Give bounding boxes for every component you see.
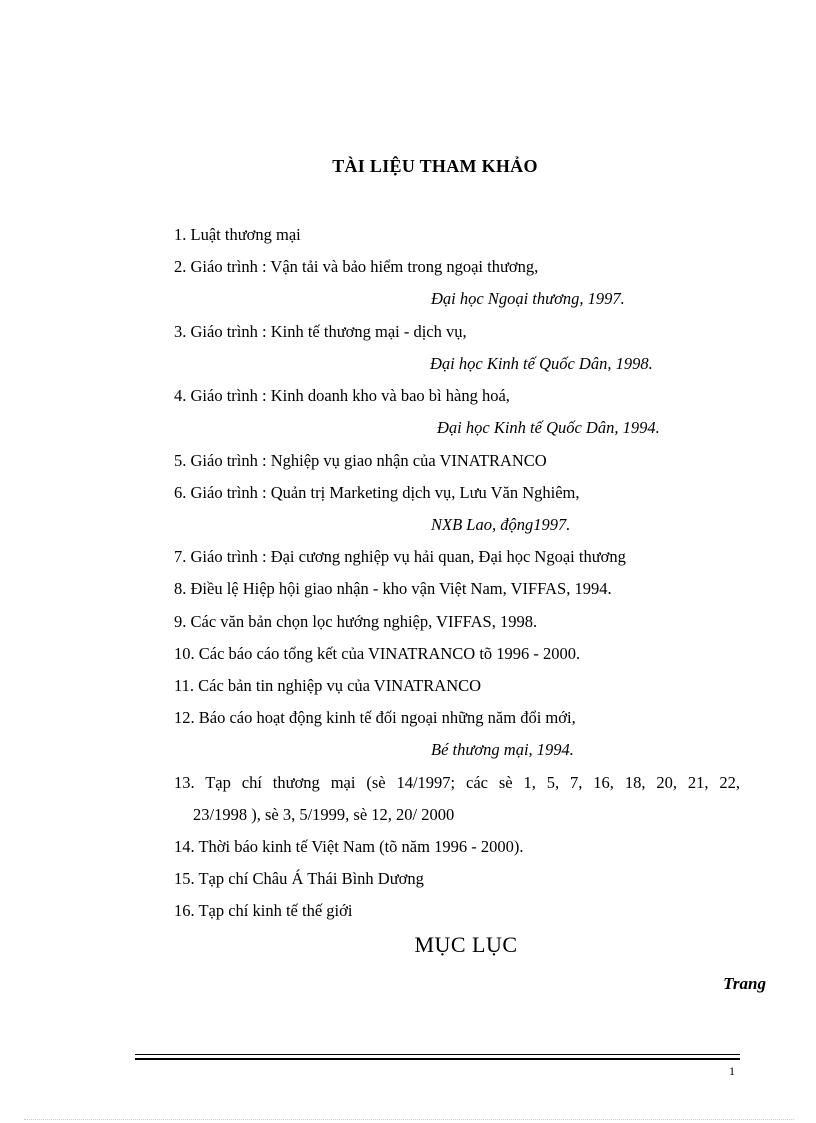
reference-item-15: 15. Tạp chí Châu Á Thái Bình Dương — [174, 869, 424, 888]
toc-heading: MỤC LỤC — [414, 932, 518, 957]
toc-page-column-label: Trang — [723, 974, 766, 993]
reference-item-12-source: Bé thương mại, 1994. — [431, 740, 574, 759]
footer-rule-thick — [135, 1058, 740, 1060]
reference-item-2: 2. Giáo trình : Vận tải và bảo hiểm trong ngoại thương, — [174, 257, 539, 276]
reference-item-10: 10. Các báo cáo tổng kết của VINATRANCO tõ 1996 - 2000. — [174, 644, 581, 663]
reference-item-4-source: Đại học Kinh tế Quốc Dân, 1994. — [437, 418, 660, 437]
reference-item-7: 7. Giáo trình : Đại cương nghiệp vụ hải quan, Đại học Ngoại thương — [174, 547, 626, 566]
reference-item-14: 14. Thời báo kinh tế Việt Nam (tõ năm 1996 - 2000). — [174, 837, 524, 856]
reference-item-13-continuation: 23/1998 ), sè 3, 5/1999, sè 12, 20/ 2000 — [193, 805, 455, 824]
reference-item-16: 16. Tạp chí kinh tế thế giới — [174, 901, 353, 920]
reference-item-1: 1. Luật thương mại — [174, 225, 301, 244]
reference-item-4: 4. Giáo trình : Kinh doanh kho và bao bì hàng hoá, — [174, 386, 510, 405]
references-title: TÀI LIỆU THAM KHẢO — [332, 156, 538, 176]
reference-item-5: 5. Giáo trình : Nghiệp vụ giao nhận của VINATRANCO — [174, 451, 547, 470]
footer-rule-thin — [135, 1054, 740, 1055]
page-number: 1 — [729, 1064, 735, 1078]
page-bottom-dotted-border — [24, 1119, 794, 1120]
reference-item-6: 6. Giáo trình : Quản trị Marketing dịch vụ, Lưu Văn Nghiêm, — [174, 483, 580, 502]
reference-item-2-source: Đại học Ngoại thương, 1997. — [431, 289, 625, 308]
reference-item-6-source: NXB Lao, động1997. — [431, 515, 571, 534]
reference-item-3-source: Đại học Kinh tế Quốc Dân, 1998. — [430, 354, 653, 373]
reference-item-9: 9. Các văn bản chọn lọc hướng nghiệp, VIFFAS, 1998. — [174, 612, 538, 631]
reference-item-11: 11. Các bản tin nghiệp vụ của VINATRANCO — [174, 676, 482, 695]
reference-item-8: 8. Điều lệ Hiệp hội giao nhận - kho vận Việt Nam, VIFFAS, 1994. — [174, 579, 612, 598]
reference-item-3: 3. Giáo trình : Kinh tế thương mại - dịch vụ, — [174, 322, 467, 341]
reference-item-12: 12. Báo cáo hoạt động kinh tế đối ngoại những năm đổi mới, — [174, 708, 576, 727]
reference-item-13: 13. Tạp chí thương mại (sè 14/1997; các sè 1, 5, 7, 16, 18, 20, 21, 22, — [174, 773, 740, 792]
